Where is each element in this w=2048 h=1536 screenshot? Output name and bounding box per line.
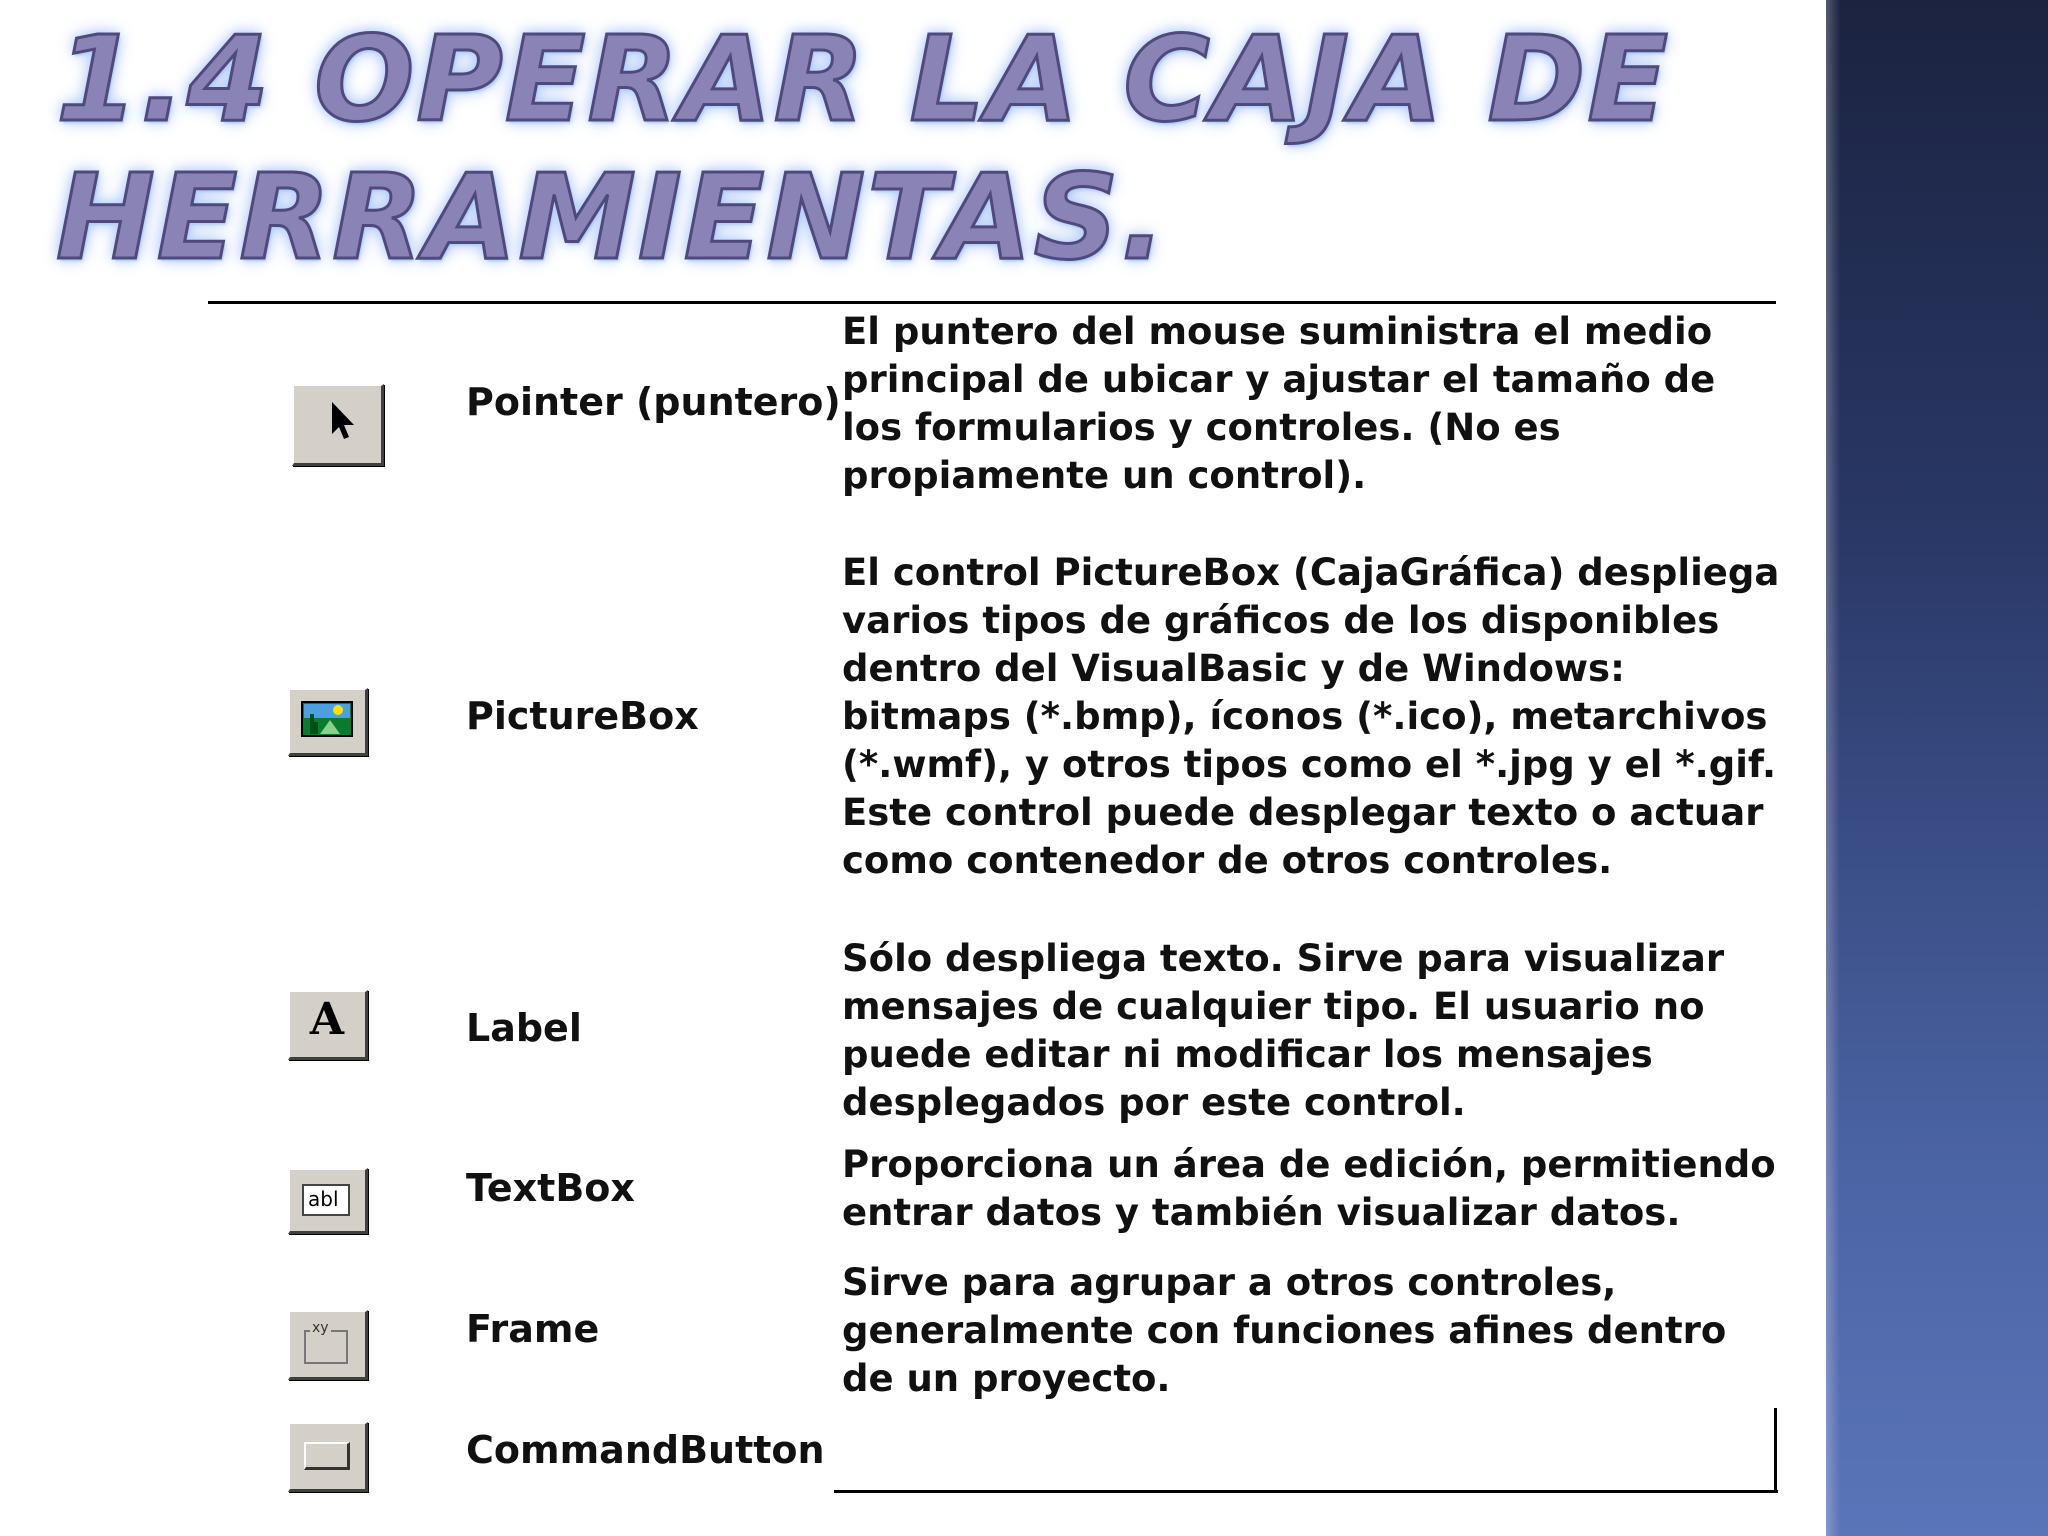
- row-name: Pointer (puntero): [466, 380, 841, 424]
- textbox-icon-glyph: abl: [308, 1187, 339, 1211]
- row-name: Frame: [466, 1307, 600, 1351]
- label-a-icon: [288, 990, 368, 1060]
- row-description: Sólo despliega texto. Sirve para visualizar mensajes de cualquier tipo. El usuario no puede editar ni modificar los mensajes desplegados por este control.: [842, 937, 1725, 1124]
- row-description: El puntero del mouse suministra el medio principal de ubicar y ajustar el tamaño de los formularios y controles. (No es propiamente un control).: [842, 310, 1716, 497]
- row-name: Label: [466, 1006, 582, 1050]
- row-description: El control PictureBox (CajaGráfica) despliega varios tipos de gráficos de los disponibles dentro del VisualBasic y de Windows: bitmaps (*.bmp), íconos (*.ico), metarchivos (*.wmf), y otros tipos como el *.jpg y el *.gif. Este control puede desplegar texto o actuar como contenedor de otros controles.: [842, 551, 1780, 882]
- table-bottom-rule: [834, 1490, 1778, 1493]
- table-right-rule: [1774, 1408, 1777, 1493]
- row-name: CommandButton: [466, 1428, 825, 1472]
- row-description: Proporciona un área de edición, permitiendo entrar datos y también visualizar datos.: [842, 1143, 1776, 1234]
- pointer-arrow-icon: [292, 384, 384, 466]
- label-icon-glyph: A: [309, 994, 345, 1045]
- row-name: PictureBox: [466, 694, 699, 738]
- textbox-abl-icon: [288, 1168, 368, 1234]
- command-button-icon: [288, 1422, 368, 1492]
- frame-xy-icon: [288, 1310, 368, 1380]
- picturebox-icon: [288, 688, 368, 756]
- row-description: Sirve para agrupar a otros controles, generalmente con funciones afines dentro de un proyecto.: [842, 1261, 1727, 1400]
- slide-title: 1.4 OPERAR LA CAJA DE HERRAMIENTAS.: [56, 10, 1671, 286]
- frame-icon-glyph: xy: [312, 1320, 329, 1336]
- table-top-rule: [208, 301, 1776, 304]
- row-name: TextBox: [466, 1166, 635, 1210]
- decorative-side-band: [1826, 0, 2048, 1536]
